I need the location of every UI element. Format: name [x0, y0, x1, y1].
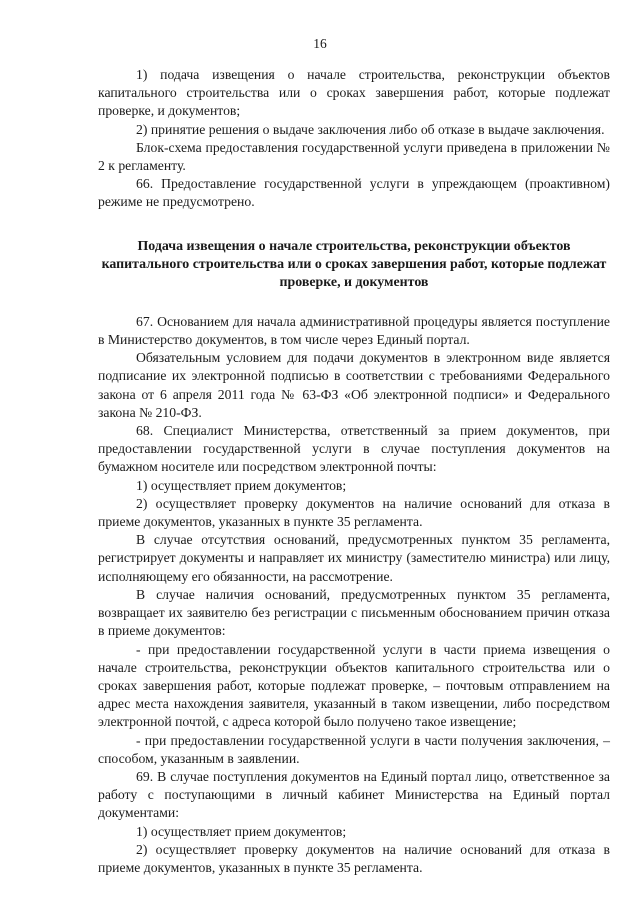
- list-item: - при предоставлении государственной услуги в части приема извещения о начале строительства, реконструкции объектов капитального строительства или о сроках завершения работ, которые подлежат проверке, – почтовым отправлением на адрес места нахождения заявителя, указанный в таком извещении, либо посредством электронной почтой, с адреса которой было получено такое извещение;: [98, 641, 610, 730]
- paragraph: Обязательным условием для подачи документов в электронном виде является подписание их электронной подписью в соответствии с требованиями Федерального закона от 6 апреля 2011 года № 63-ФЗ «Об электронной подписи» и Федерального закона № 210-ФЗ.: [98, 350, 610, 420]
- page-number: 16: [313, 36, 327, 51]
- paragraph: В случае наличия оснований, предусмотренных пунктом 35 регламента, возвращает их заявителю без регистрации с письменным обоснованием причин отказа в приеме документов:: [98, 586, 610, 639]
- paragraph: Блок-схема предоставления государственной услуги приведена в приложении № 2 к регламенту.: [98, 139, 610, 174]
- list-item: 1) осуществляет прием документов;: [136, 477, 347, 493]
- paragraph: 1) подача извещения о начале строительства, реконструкции объектов капитального строительства или о сроках завершения работ, которые подлежат проверке, и документов;: [98, 67, 610, 119]
- paragraph: В случае отсутствия оснований, предусмотренных пунктом 35 регламента, регистрирует документы и направляет их министру (заместителю министра) или лицу, исполняющему его обязанности, на рассмотрение.: [98, 532, 610, 584]
- list-item: 2) осуществляет проверку документов на наличие оснований для отказа в приеме документов, указанных в пункте 35 регламента.: [98, 841, 610, 875]
- paragraph: 67. Основанием для начала административной процедуры является поступление в Министерство документов, в том числе через Единый портал.: [98, 313, 610, 348]
- paragraph: 68. Специалист Министерства, ответственный за прием документов, при предоставлении государственной услуги в случае поступления документов на бумажном носителе или посредством электронной почты:: [98, 423, 610, 475]
- list-item: 1) осуществляет прием документов;: [136, 823, 347, 839]
- paragraph: 2) принятие решения о выдаче заключения либо об отказе в выдаче заключения.: [136, 121, 605, 137]
- document-body: [98, 66, 610, 877]
- paragraph: 66. Предоставление государственной услуги в упреждающем (проактивном) режиме не предусмотрено.: [98, 176, 610, 210]
- list-item: - при предоставлении государственной услуги в части получения заключения, – способом, указанным в заявлении.: [98, 732, 610, 766]
- section-heading: Подача извещения о начале строительства, реконструкции объектов капитального строительства или о сроках завершения работ, которые подлежат проверке, и документов: [101, 238, 607, 291]
- list-item: 2) осуществляет проверку документов на наличие оснований для отказа в приеме документов, указанных в пункте 35 регламента.: [98, 495, 610, 530]
- paragraph: 69. В случае поступления документов на Единый портал лицо, ответственное за работу с поступающими в личный кабинет Министерства на Единый портал документами:: [98, 768, 610, 821]
